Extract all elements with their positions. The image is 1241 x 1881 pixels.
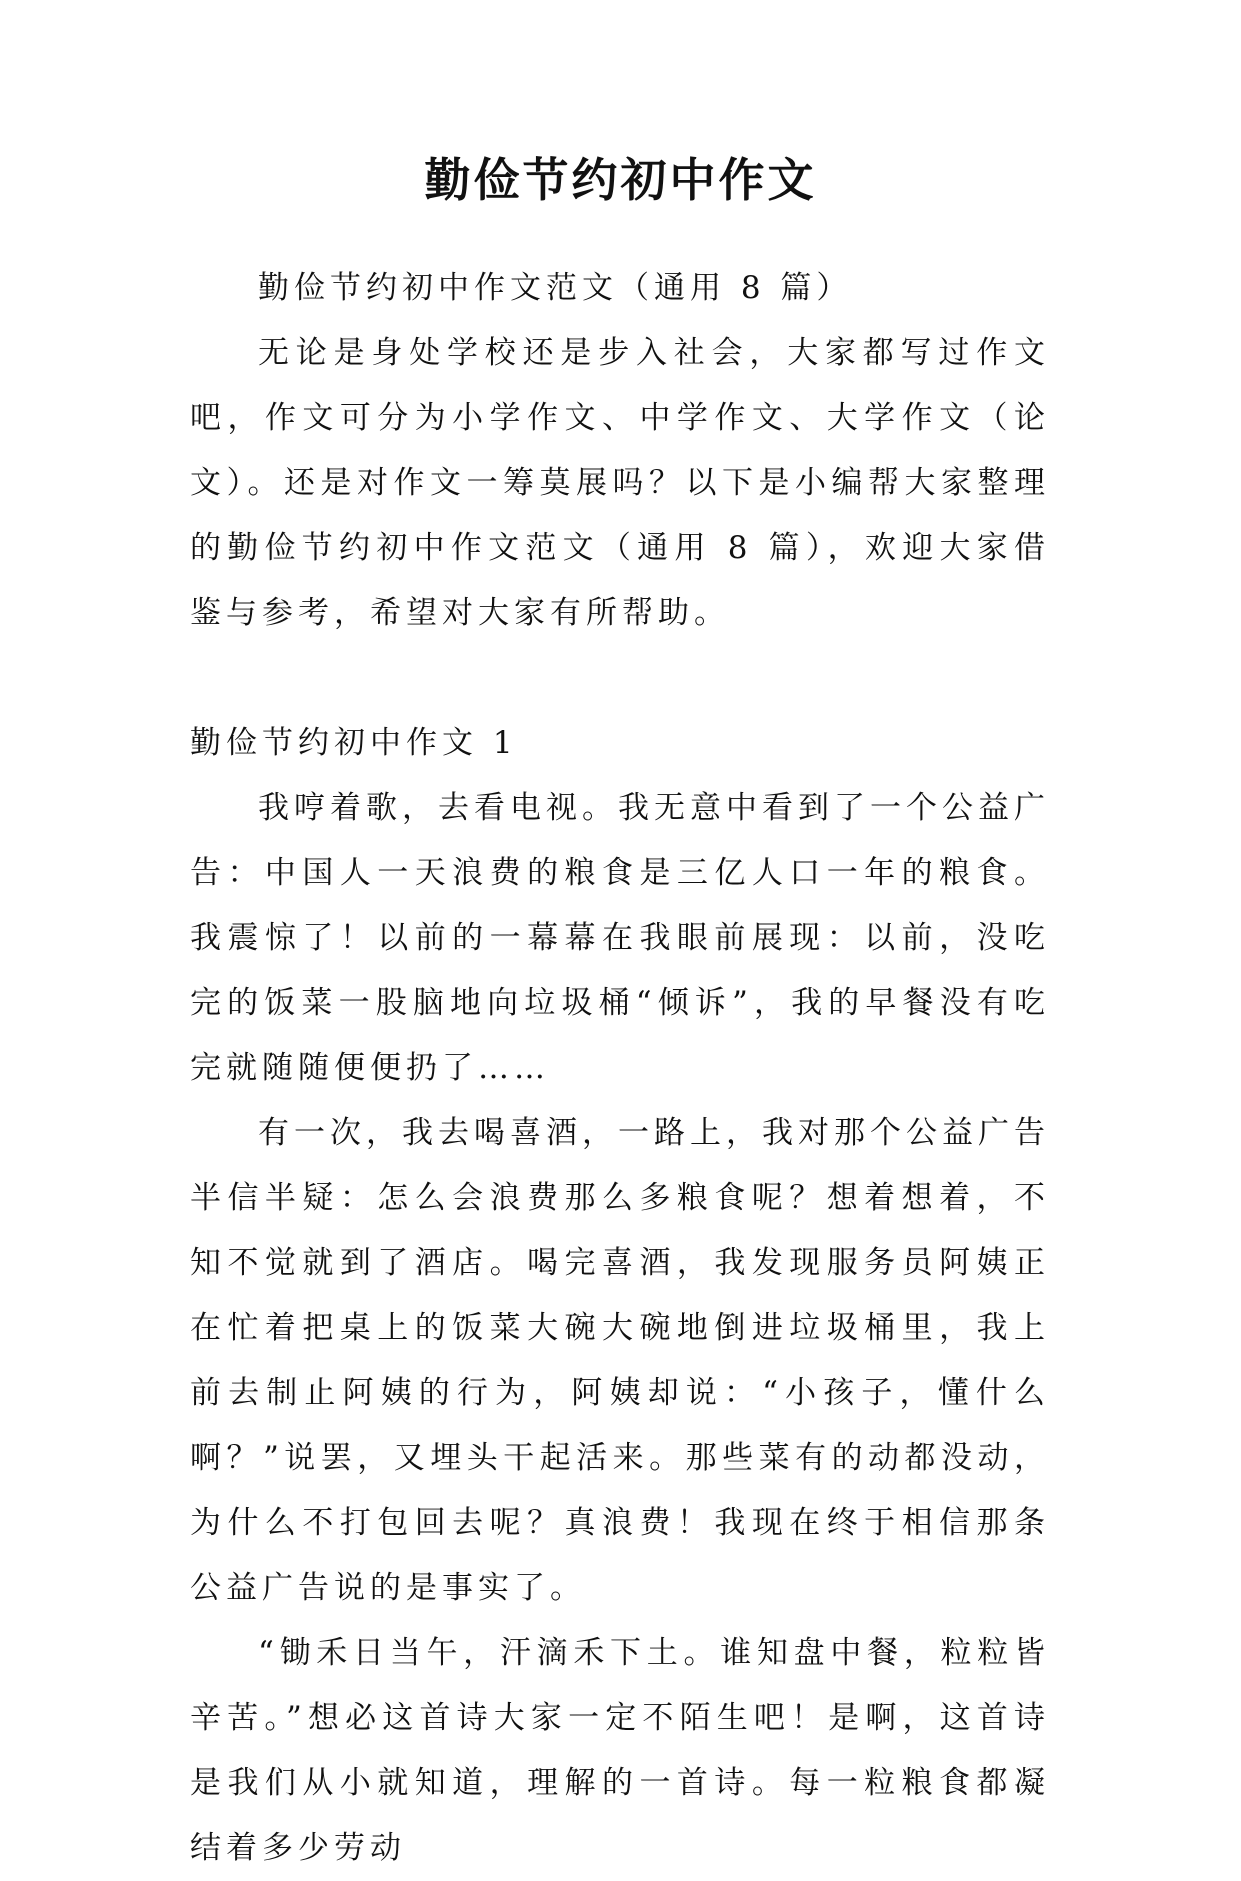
document-title: 勤俭节约初中作文 (424, 153, 817, 207)
body-paragraph: 有一次，我去喝喜酒，一路上，我对那个公益广告半信半疑：怎么会浪费那么多粮食呢？想着想着，不知不觉就到了酒店。喝完喜酒，我发现服务员阿姨正在忙着把桌上的饭菜大碗大碗地倒进垃圾桶里，我上前去制止阿姨的行为，阿姨却说：“小孩子，懂什么啊？”说罢，又埋头干起活来。那些菜有的动都没动，为什么不打包回去呢？真浪费！我现在终于相信那条公益广告说的是事实了。 (190, 1115, 1050, 1606)
intro-paragraph: 无论是身处学校还是步入社会，大家都写过作文吧，作文可分为小学作文、中学作文、大学作文（论文）。还是对作文一筹莫展吗？以下是小编帮大家整理的勤俭节约初中作文范文（通用 8 篇），欢迎大家借鉴与参考，希望对大家有所帮助。 (190, 335, 1050, 631)
body-paragraph: 我哼着歌，去看电视。我无意中看到了一个公益广告：中国人一天浪费的粮食是三亿人口一年的粮食。我震惊了！以前的一幕幕在我眼前展现：以前，没吃完的饭菜一股脑地向垃圾桶“倾诉”，我的早餐没有吃完就随随便便扔了…… (190, 790, 1050, 1086)
section-spacer (190, 646, 1050, 711)
document-body (190, 256, 1050, 1881)
body-paragraph: “锄禾日当午，汗滴禾下土。谁知盘中餐，粒粒皆辛苦。”想必这首诗大家一定不陌生吧！是啊，这首诗是我们从小就知道，理解的一首诗。每一粒粮食都凝结着多少劳动 (190, 1635, 1050, 1866)
section-heading: 勤俭节约初中作文 1 (190, 725, 518, 761)
document-subtitle: 勤俭节约初中作文范文（通用 8 篇） (258, 270, 853, 306)
